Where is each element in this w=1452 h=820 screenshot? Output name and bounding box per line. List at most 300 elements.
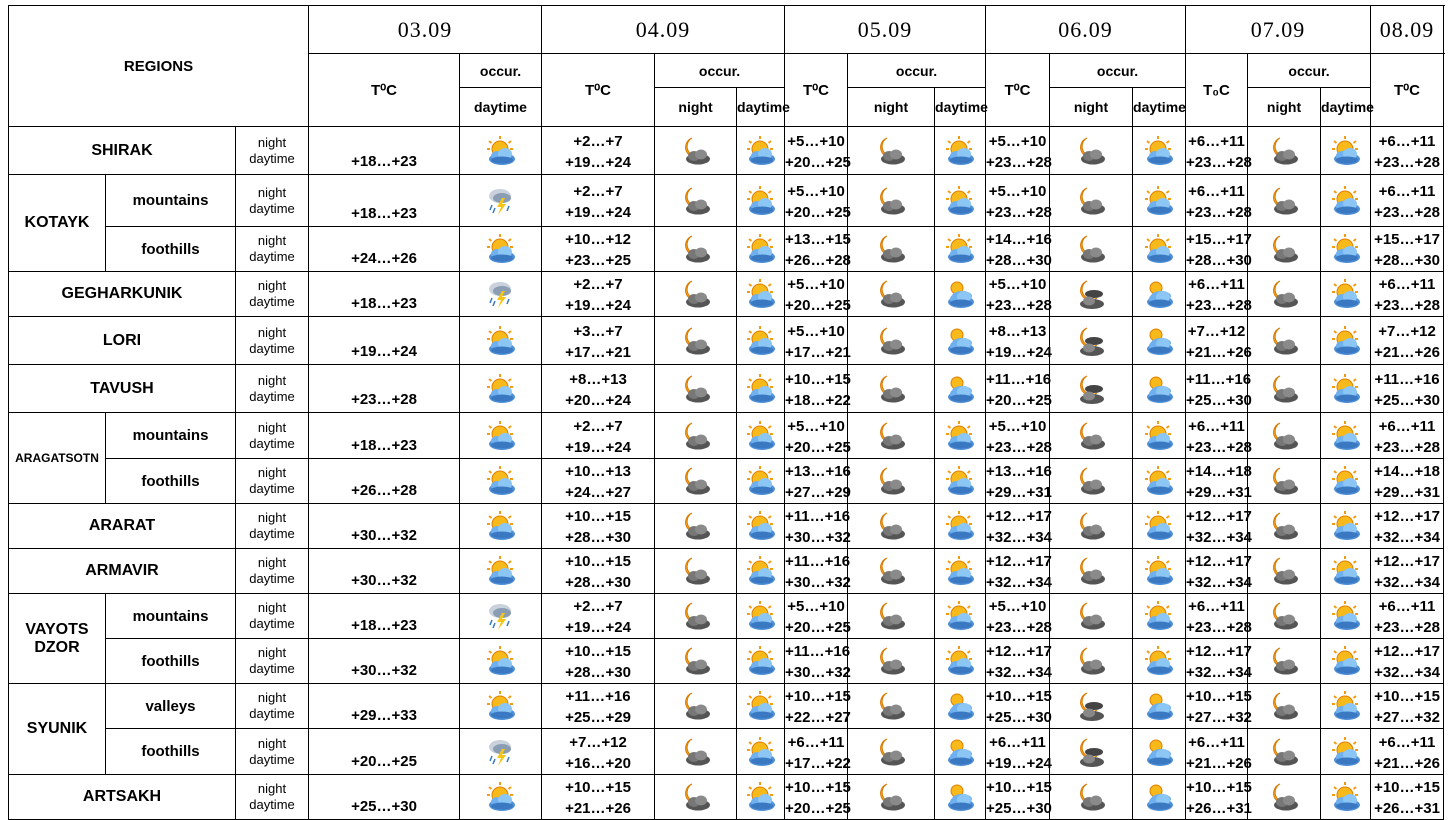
weather-icon-ps — [745, 555, 777, 587]
day-temperature: +19…+24 — [565, 153, 631, 171]
weather-icon-ps — [1143, 135, 1175, 167]
night-temperature: +5…+10 — [787, 322, 845, 340]
night-temperature: +6…+11 — [1188, 417, 1245, 435]
subregion-name: valleys — [106, 684, 236, 729]
night-header: night — [655, 88, 737, 127]
region-row — [9, 175, 1444, 227]
night-weather-cell — [848, 594, 935, 639]
night-temperature: +6…+11 — [989, 733, 1046, 751]
night-label: night — [257, 645, 287, 660]
night-temperature: +10…+15 — [785, 779, 851, 796]
night-weather-cell — [1248, 504, 1321, 549]
weather-icon-mn — [875, 510, 907, 542]
temperature-cell — [986, 639, 1050, 684]
weather-icon-ps — [944, 465, 976, 497]
temperature-cell — [542, 639, 655, 684]
weather-icon-st — [485, 278, 517, 310]
night-weather-cell — [655, 639, 737, 684]
day-temperature: +20…+24 — [565, 391, 631, 409]
day-weather-cell — [737, 317, 785, 365]
day-weather-cell — [1321, 459, 1371, 504]
night-weather-cell — [848, 729, 935, 775]
day-temperature: +26…+31 — [1186, 800, 1252, 817]
daytime-header: daytime — [1321, 88, 1371, 127]
daytime-header: daytime — [460, 88, 542, 127]
temperature-cell — [1186, 684, 1252, 729]
night-weather-cell — [1248, 459, 1321, 504]
temperature-cell — [986, 413, 1050, 459]
weather-icon-md — [1075, 278, 1107, 310]
temperature-cell: +19…+24 — [309, 317, 460, 365]
day-weather-cell — [1133, 459, 1186, 504]
day-weather-cell — [737, 227, 785, 272]
temperature-cell: +26…+28 — [309, 459, 460, 504]
day-temperature: +30…+32 — [785, 574, 851, 591]
temperature-cell — [986, 684, 1050, 729]
temperature-cell — [986, 459, 1050, 504]
weather-icon-ps — [485, 420, 517, 452]
day-temperature: +19…+24 — [986, 343, 1052, 361]
temperature-cell — [1186, 549, 1252, 594]
weather-icon-pc — [1143, 736, 1175, 768]
day-weather-cell — [1133, 413, 1186, 459]
weather-icon-mn — [680, 278, 712, 310]
night-temperature: +13…+15 — [785, 231, 851, 248]
night-temperature: +10…+15 — [565, 553, 631, 570]
subregion-name: foothills — [106, 459, 236, 504]
day-temperature: +23…+28 — [1374, 619, 1440, 636]
weather-icon-st — [485, 185, 517, 217]
temperature-cell — [542, 413, 655, 459]
region-row — [9, 549, 1444, 594]
day-weather-cell — [1321, 684, 1371, 729]
day-temperature: +16…+20 — [565, 754, 631, 772]
weather-icon-ps — [1330, 420, 1362, 452]
temperature-cell: +18…+23 — [309, 127, 460, 175]
weather-icon-mn — [875, 690, 907, 722]
weather-icon-ps — [944, 420, 976, 452]
temperature-cell — [1371, 175, 1444, 227]
temperature-cell — [542, 594, 655, 639]
region-row — [9, 459, 1444, 504]
night-daytime-label — [236, 775, 309, 820]
weather-icon-ps — [485, 555, 517, 587]
region-row — [9, 365, 1444, 413]
day-weather-cell — [1321, 227, 1371, 272]
weather-icon-ps — [1143, 185, 1175, 217]
day-temperature: +25…+30 — [986, 800, 1052, 817]
night-weather-cell — [655, 127, 737, 175]
day-temperature: +20…+25 — [785, 800, 851, 817]
temperature-cell — [1186, 594, 1252, 639]
night-weather-cell — [655, 413, 737, 459]
day-temperature: +30…+32 — [785, 664, 851, 681]
day-temperature: +23…+28 — [1374, 438, 1440, 456]
night-weather-cell — [1248, 413, 1321, 459]
day-temperature: +19…+24 — [565, 297, 631, 314]
night-header: night — [1050, 88, 1133, 127]
temperature-cell — [1186, 459, 1252, 504]
subregion-name: foothills — [106, 729, 236, 775]
temperature-cell — [785, 127, 851, 175]
day-weather-cell — [1133, 594, 1186, 639]
day-temperature: +21…+26 — [1374, 343, 1440, 361]
day0-weather-cell — [460, 175, 542, 227]
day0-weather-cell — [460, 684, 542, 729]
temperature-cell — [986, 729, 1050, 775]
day0-weather-cell — [460, 639, 542, 684]
weather-icon-mn — [875, 645, 907, 677]
weather-icon-mn — [1268, 555, 1300, 587]
night-weather-cell — [655, 549, 737, 594]
day-weather-cell — [935, 639, 986, 684]
night-weather-cell — [1248, 227, 1321, 272]
day-temperature: +32…+34 — [986, 574, 1052, 591]
night-weather-cell — [1248, 594, 1321, 639]
temperature-cell — [542, 504, 655, 549]
night-label: night — [257, 600, 287, 615]
weather-icon-ps — [944, 555, 976, 587]
night-temperature: +11…+16 — [986, 370, 1052, 388]
region-name: ARAGATSOTN — [9, 413, 106, 504]
temperature-cell — [986, 317, 1050, 365]
weather-icon-ps — [745, 781, 777, 813]
temperature-cell — [1371, 504, 1444, 549]
day-temperature: +24…+27 — [565, 484, 631, 501]
weather-icon-pc — [1143, 373, 1175, 405]
day-temperature: +20…+25 — [785, 438, 851, 456]
night-temperature: +11…+16 — [785, 643, 851, 660]
temperature-cell: +18…+23 — [309, 594, 460, 639]
weather-icon-md — [1075, 373, 1107, 405]
night-temperature: +5…+10 — [787, 276, 845, 293]
region-name: TAVUSH — [9, 365, 236, 413]
day-weather-cell — [737, 639, 785, 684]
weather-icon-ps — [1330, 736, 1362, 768]
weather-icon-ps — [1143, 600, 1175, 632]
day-temperature: +17…+21 — [565, 343, 631, 361]
region-row — [9, 127, 1444, 175]
weather-icon-ps — [944, 645, 976, 677]
region-name: VAYOTS DZOR — [9, 594, 106, 684]
day-temperature: +32…+34 — [1186, 574, 1252, 591]
weather-icon-ps — [485, 373, 517, 405]
night-temperature: +12…+17 — [1186, 553, 1252, 570]
temperature-cell — [785, 775, 851, 820]
night-temperature: +7…+12 — [1187, 322, 1246, 340]
region-name: LORI — [9, 317, 236, 365]
night-temperature: +14…+16 — [986, 231, 1052, 248]
day-weather-cell — [1133, 775, 1186, 820]
day-weather-cell — [1133, 317, 1186, 365]
night-temperature: +11…+16 — [1374, 370, 1440, 388]
night-weather-cell — [655, 227, 737, 272]
night-temperature: +6…+11 — [1378, 417, 1436, 435]
night-weather-cell — [1050, 317, 1133, 365]
weather-icon-ps — [944, 233, 976, 265]
night-label: night — [257, 134, 287, 150]
weather-icon-ps — [745, 510, 777, 542]
night-temperature: +5…+10 — [988, 598, 1047, 615]
date-header: 07.09 — [1186, 6, 1371, 54]
night-temperature: +12…+17 — [1186, 508, 1252, 525]
weather-icon-ps — [485, 135, 517, 167]
day-temperature: +25…+29 — [565, 709, 631, 726]
day-temperature: +32…+34 — [1374, 529, 1440, 546]
day-temperature: +32…+34 — [1374, 664, 1440, 681]
day-weather-cell — [935, 175, 986, 227]
weather-icon-mn — [680, 736, 712, 768]
region-name: ARMAVIR — [9, 549, 236, 594]
day-weather-cell — [1321, 175, 1371, 227]
night-temperature: +6…+11 — [1188, 598, 1245, 615]
weather-icon-pc — [944, 736, 976, 768]
day-temperature: +23…+28 — [1186, 619, 1252, 636]
day-temperature: +23…+28 — [986, 153, 1052, 171]
night-weather-cell — [1248, 549, 1321, 594]
day-temperature: +32…+34 — [1186, 529, 1252, 546]
temperature-cell: +23…+28 — [309, 365, 460, 413]
night-temperature: +6…+11 — [1378, 182, 1436, 200]
day0-weather-cell — [460, 413, 542, 459]
day-weather-cell — [737, 413, 785, 459]
weather-icon-mn — [1268, 690, 1300, 722]
temperature-cell — [542, 365, 655, 413]
temperature-cell — [1371, 684, 1444, 729]
day-temperature: +32…+34 — [1374, 574, 1440, 591]
night-weather-cell — [1050, 459, 1133, 504]
night-temperature: +10…+13 — [565, 463, 631, 480]
weather-icon-mn — [875, 278, 907, 310]
temperature-cell — [986, 127, 1050, 175]
day-temperature: +21…+26 — [1374, 754, 1440, 772]
weather-icon-pc — [1143, 690, 1175, 722]
night-weather-cell — [1248, 729, 1321, 775]
weather-icon-pc — [1143, 781, 1175, 813]
weather-icon-mn — [1268, 736, 1300, 768]
weather-icon-mn — [1268, 420, 1300, 452]
daytime-label: daytime — [249, 661, 295, 676]
weather-icon-pc — [944, 690, 976, 722]
night-weather-cell — [1248, 639, 1321, 684]
weather-icon-st — [485, 600, 517, 632]
region-name: SHIRAK — [9, 127, 236, 175]
night-daytime-label — [236, 272, 309, 317]
weather-icon-pc — [944, 325, 976, 357]
temperature-cell: +24…+26 — [309, 227, 460, 272]
weather-icon-mn — [875, 325, 907, 357]
night-temperature: +14…+18 — [1186, 463, 1252, 480]
day-weather-cell — [935, 504, 986, 549]
night-header: night — [1248, 88, 1321, 127]
day-weather-cell — [1133, 127, 1186, 175]
day-weather-cell — [1133, 227, 1186, 272]
temperature-cell — [1371, 639, 1444, 684]
day-weather-cell — [1133, 504, 1186, 549]
temperature-cell — [1186, 227, 1252, 272]
daytime-label: daytime — [249, 751, 295, 767]
temperature-cell — [542, 175, 655, 227]
daytime-label: daytime — [249, 797, 295, 812]
temperature-cell — [785, 175, 851, 227]
day-weather-cell — [1133, 729, 1186, 775]
weather-icon-mn — [875, 135, 907, 167]
night-label: night — [257, 690, 287, 705]
day-temperature: +21…+26 — [1186, 754, 1252, 772]
temperature-cell — [1186, 775, 1252, 820]
day-temperature: +20…+25 — [785, 203, 851, 221]
weather-icon-mn — [1268, 600, 1300, 632]
temperature-cell: +30…+32 — [309, 504, 460, 549]
day-weather-cell — [737, 775, 785, 820]
temperature-cell — [1186, 729, 1252, 775]
weather-icon-ps — [745, 373, 777, 405]
day-temperature: +27…+32 — [1186, 709, 1252, 726]
night-weather-cell — [1248, 365, 1321, 413]
daytime-label: daytime — [249, 706, 295, 721]
weather-icon-mn — [1075, 233, 1107, 265]
day-weather-cell — [935, 684, 986, 729]
day-weather-cell — [1133, 175, 1186, 227]
weather-icon-ps — [1330, 185, 1362, 217]
day-temperature: +23…+28 — [1186, 297, 1252, 314]
night-label: night — [257, 372, 287, 388]
day-temperature: +23…+28 — [1186, 438, 1252, 456]
region-row — [9, 317, 1444, 365]
region-row — [9, 272, 1444, 317]
weather-icon-ps — [1143, 465, 1175, 497]
weather-icon-mn — [1268, 645, 1300, 677]
night-daytime-label — [236, 729, 309, 775]
weather-icon-mn — [1268, 781, 1300, 813]
temperature-cell — [785, 594, 851, 639]
region-row — [9, 775, 1444, 820]
night-temperature: +12…+17 — [1374, 553, 1440, 570]
temperature-cell — [785, 684, 851, 729]
day0-weather-cell — [460, 317, 542, 365]
date-header: 03.09 — [309, 6, 542, 54]
day-weather-cell — [1133, 684, 1186, 729]
weather-icon-ps — [944, 600, 976, 632]
night-label: night — [257, 278, 287, 293]
day0-weather-cell — [460, 549, 542, 594]
weather-icon-mn — [1075, 185, 1107, 217]
day-weather-cell — [935, 549, 986, 594]
temperature-cell: +18…+23 — [309, 413, 460, 459]
day-weather-cell — [737, 594, 785, 639]
night-weather-cell — [655, 459, 737, 504]
night-daytime-label — [236, 504, 309, 549]
weather-icon-mn — [1268, 135, 1300, 167]
night-temperature: +12…+17 — [986, 508, 1052, 525]
day0-weather-cell — [460, 775, 542, 820]
temperature-cell — [1186, 317, 1252, 365]
night-weather-cell — [848, 684, 935, 729]
night-weather-cell — [848, 127, 935, 175]
day-temperature: +17…+22 — [785, 754, 851, 772]
weather-icon-mn — [875, 420, 907, 452]
night-weather-cell — [1050, 227, 1133, 272]
day-weather-cell — [1321, 317, 1371, 365]
weather-icon-mn — [1268, 465, 1300, 497]
night-temperature: +10…+15 — [986, 688, 1052, 705]
weather-icon-mn — [875, 555, 907, 587]
weather-icon-ps — [485, 645, 517, 677]
temperature-cell — [542, 549, 655, 594]
day-temperature: +29…+31 — [986, 484, 1052, 501]
night-weather-cell — [655, 317, 737, 365]
day-temperature: +28…+30 — [1374, 252, 1440, 269]
day-weather-cell — [935, 413, 986, 459]
night-daytime-label — [236, 639, 309, 684]
night-weather-cell — [655, 175, 737, 227]
weather-icon-ps — [745, 645, 777, 677]
weather-icon-ps — [1330, 510, 1362, 542]
weather-icon-mn — [1268, 373, 1300, 405]
weather-icon-mn — [1268, 325, 1300, 357]
night-weather-cell — [655, 272, 737, 317]
day0-weather-cell — [460, 729, 542, 775]
temperature-cell: +18…+23 — [309, 272, 460, 317]
subregion-name: mountains — [106, 175, 236, 227]
day-weather-cell — [737, 729, 785, 775]
night-weather-cell — [848, 459, 935, 504]
occur-header: occur. — [848, 54, 986, 88]
daytime-label: daytime — [249, 616, 295, 631]
night-weather-cell — [1248, 175, 1321, 227]
day-temperature: +23…+28 — [1186, 153, 1252, 171]
night-temperature: +2…+7 — [573, 132, 623, 150]
night-temperature: +3…+7 — [573, 322, 623, 340]
weather-icon-ps — [1330, 555, 1362, 587]
day-temperature: +32…+34 — [1186, 664, 1252, 681]
weather-icon-md — [1075, 736, 1107, 768]
weather-icon-mn — [1075, 420, 1107, 452]
night-daytime-label — [236, 684, 309, 729]
day0-weather-cell — [460, 127, 542, 175]
night-weather-cell — [1248, 127, 1321, 175]
weather-icon-mn — [680, 325, 712, 357]
night-temperature: +11…+16 — [785, 553, 851, 570]
day-temperature: +30…+32 — [785, 529, 851, 546]
night-weather-cell — [848, 639, 935, 684]
night-temperature: +5…+10 — [787, 132, 845, 150]
night-label: night — [257, 233, 287, 248]
temperature-cell — [542, 272, 655, 317]
daytime-header: daytime — [935, 88, 986, 127]
weather-icon-mn — [1268, 185, 1300, 217]
temperature-cell — [1186, 504, 1252, 549]
temperature-cell — [1371, 549, 1444, 594]
weather-icon-mn — [875, 600, 907, 632]
temperature-cell — [785, 549, 851, 594]
night-temperature: +10…+15 — [785, 688, 851, 705]
weather-icon-ps — [1330, 465, 1362, 497]
night-weather-cell — [848, 317, 935, 365]
temperature-cell — [986, 594, 1050, 639]
day-temperature: +29…+31 — [1374, 484, 1440, 501]
night-temperature: +6…+11 — [787, 733, 845, 751]
night-weather-cell — [655, 729, 737, 775]
day-weather-cell — [737, 127, 785, 175]
weather-icon-ps — [745, 420, 777, 452]
night-temperature: +6…+11 — [1188, 132, 1245, 150]
weather-icon-ps — [745, 135, 777, 167]
temp-header: T⁰C — [1371, 54, 1444, 127]
weather-icon-mn — [1075, 781, 1107, 813]
weather-icon-ps — [745, 465, 777, 497]
day-temperature: +19…+24 — [565, 203, 631, 221]
